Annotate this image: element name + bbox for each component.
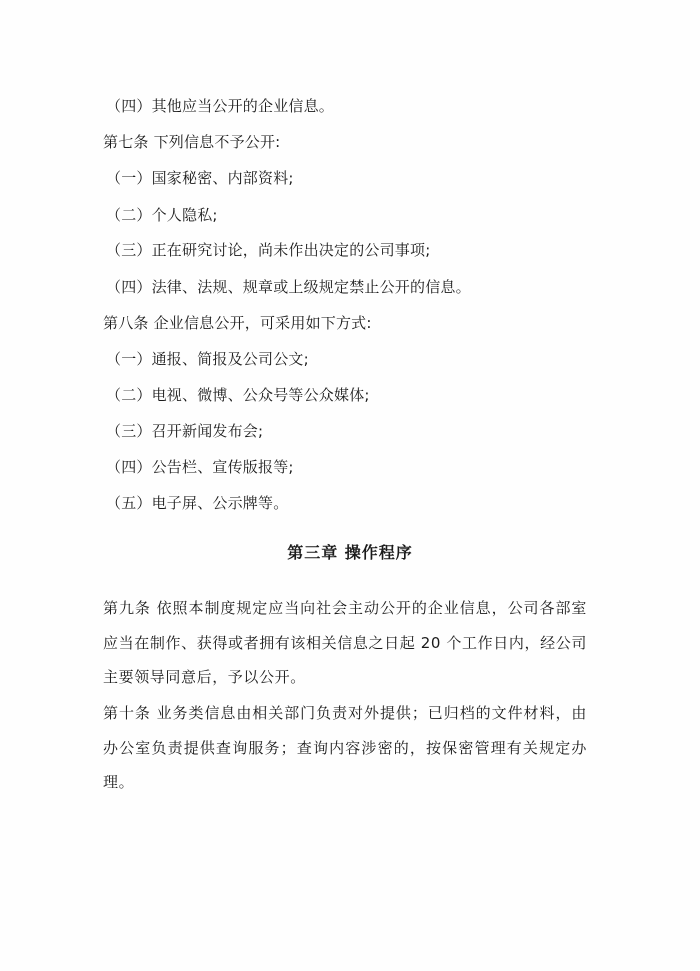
item-press-conference: （三）召开新闻发布会; (106, 422, 264, 440)
item-notice-boards: （四）公告栏、宣传版报等; (106, 458, 294, 476)
article-10-paragraph: 第十条 业务类信息由相关部门负责对外提供；已归档的文件材料，由办公室负责提供查询服务；查询内容涉密的，按保密管理有关规定办理。 (103, 704, 587, 791)
item-other-public-info: （四）其他应当公开的企业信息。 (106, 97, 335, 115)
item-personal-privacy: （二）个人隐私; (106, 206, 218, 224)
article-9-paragraph: 第九条 依照本制度规定应当向社会主动公开的企业信息，公司各部室应当在制作、获得或者拥有该相关信息之日起 20 个工作日内，经公司主要领导同意后，予以公开。 (103, 599, 587, 686)
item-state-secrets: （一）国家秘密、内部资料; (106, 169, 294, 187)
item-prohibited-info: （四）法律、法规、规章或上级规定禁止公开的信息。 (106, 278, 471, 296)
article-7-heading: 第七条 下列信息不予公开: (103, 133, 281, 151)
item-public-media: （二）电视、微博、公众号等公众媒体; (106, 386, 370, 404)
article-8-heading: 第八条 企业信息公开，可采用如下方式: (103, 314, 372, 332)
item-electronic-screens: （五）电子屏、公示牌等。 (106, 494, 289, 512)
item-bulletins: （一）通报、简报及公司公文; (106, 350, 309, 368)
item-undecided-matters: （三）正在研究讨论，尚未作出决定的公司事项; (106, 241, 431, 259)
chapter-3-title: 第三章 操作程序 (287, 543, 413, 562)
